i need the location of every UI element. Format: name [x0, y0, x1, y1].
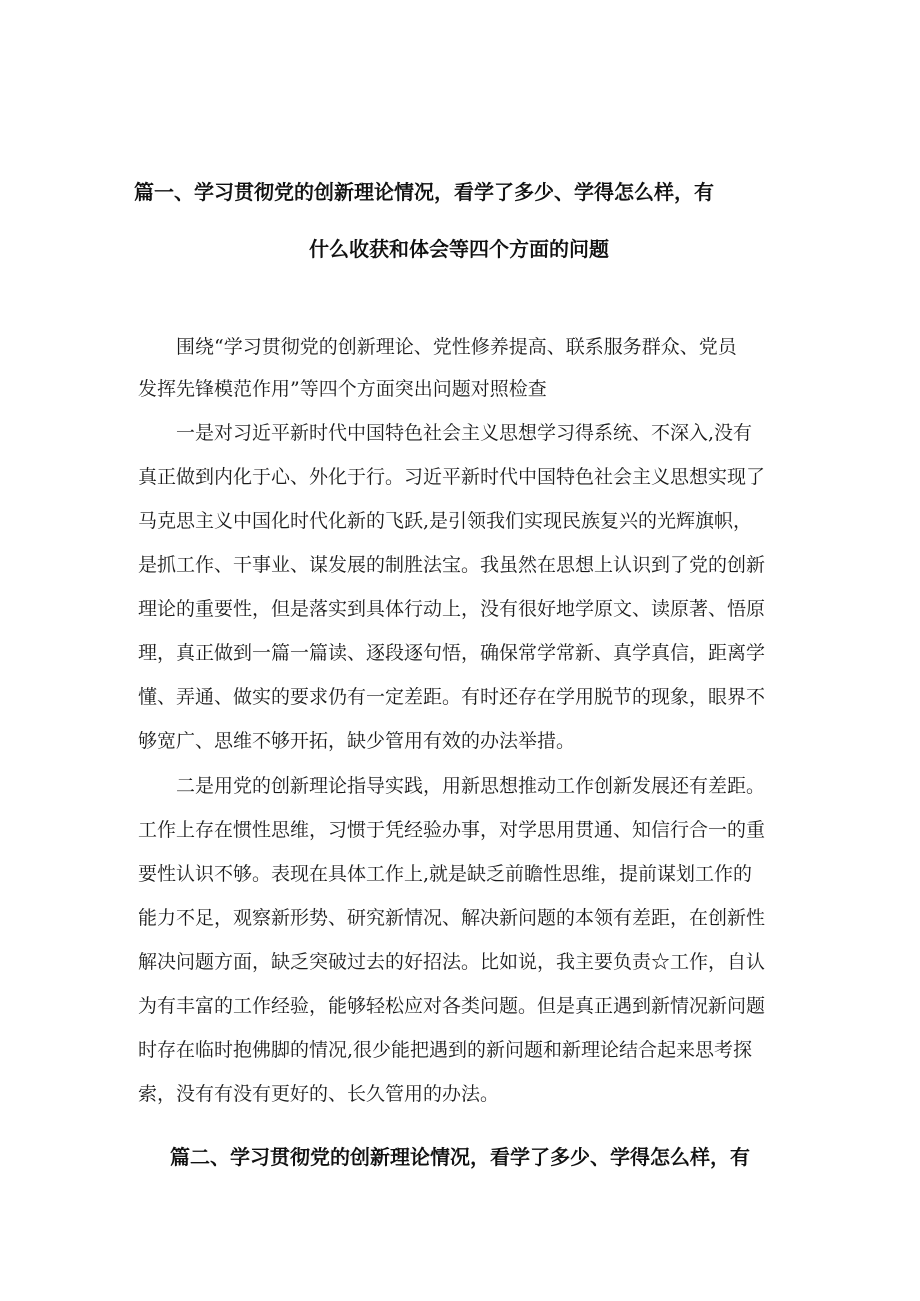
text-line: 马克思主义中国化时代化新的飞跃,是引领我们实现民族复兴的光辉旗帜，: [138, 510, 753, 532]
text-line: 理论的重要性，但是落实到具体行动上，没有很好地学原文、读原著、悟原: [138, 598, 766, 620]
text-line: 一是对习近平新时代中国特色社会主义思想学习得系统、不深入,没有: [176, 422, 753, 444]
text-line: 理，真正做到一篇一篇读、逐段逐句悟，确保常学常新、真学真信，距离学: [138, 642, 766, 664]
text-line: 二是用党的创新理论指导实践，用新思想推动工作创新发展还有差距。: [176, 775, 766, 797]
text-line: 索，没有有没有更好的、长久管用的办法。: [138, 1083, 500, 1105]
heading-1-line-1: 篇一、学习贯彻党的创新理论情况，看学了多少、学得怎么样，有: [134, 180, 714, 204]
text-line: 为有丰富的工作经验，能够轻松应对各类问题。但是真正遇到新情况新问题: [138, 995, 766, 1017]
text-line: 够宽广、思维不够开拓，缺少管用有效的办法举措。: [138, 730, 576, 752]
text-line: 真正做到内化于心、外化于行。习近平新时代中国特色社会主义思想实现了: [138, 466, 766, 488]
text-line: 是抓工作、干事业、谋发展的制胜法宝。我虽然在思想上认识到了党的创新: [138, 554, 766, 576]
text-line: 工作上存在惯性思维，习惯于凭经验办事，对学思用贯通、知信行合一的重: [138, 819, 766, 841]
text-line: 时存在临时抱佛脚的情况,很少能把遇到的新问题和新理论结合起来思考探: [138, 1039, 753, 1061]
text-line: 懂、弄通、做实的要求仍有一定差距。有时还存在学用脱节的现象，眼界不: [138, 686, 766, 708]
text-line: 能力不足，观察新形势、研究新情况、解决新问题的本领有差距，在创新性: [138, 907, 766, 929]
text-line: 解决问题方面，缺乏突破过去的好招法。比如说，我主要负责☆工作，自认: [138, 951, 766, 973]
text-line: 要性认识不够。表现在具体工作上,就是缺乏前瞻性思维，提前谋划工作的: [138, 863, 753, 885]
text-line: 围绕“学习贯彻党的创新理论、党性修养提高、联系服务群众、党员: [176, 336, 737, 358]
text-line: 发挥先锋模范作用”等四个方面突出问题对照检查: [138, 378, 547, 400]
heading-2-line-1: 篇二、学习贯彻党的创新理论情况，看学了多少、学得怎么样，有: [170, 1145, 750, 1169]
heading-1-line-2: 什么收获和体会等四个方面的问题: [309, 237, 609, 261]
